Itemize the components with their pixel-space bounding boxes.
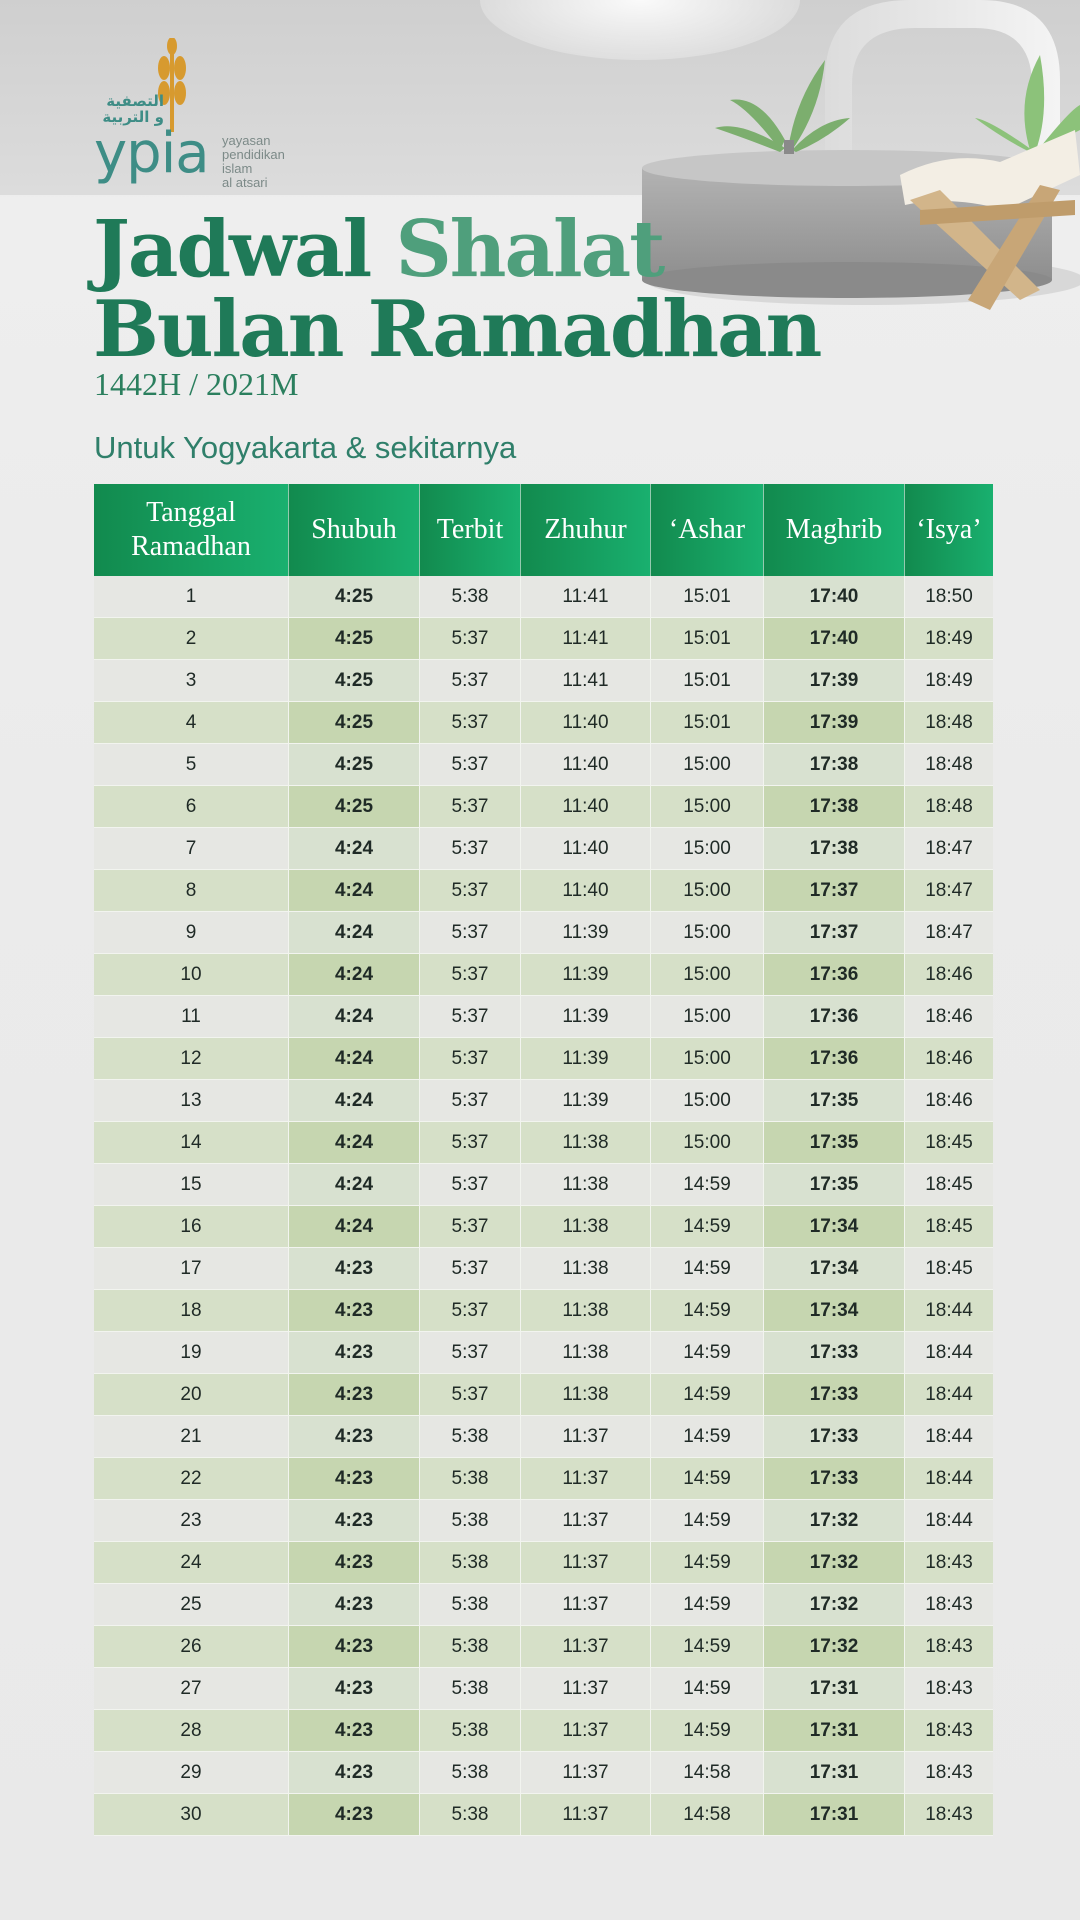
cell-isya: 18:45 [905,1164,993,1206]
cell-date: 29 [94,1752,289,1794]
table-row [94,1752,993,1794]
cell-maghrib: 17:34 [764,1290,905,1332]
cell-date: 16 [94,1206,289,1248]
cell-maghrib: 17:32 [764,1542,905,1584]
cell-terbit: 5:37 [420,1290,521,1332]
cell-isya: 18:43 [905,1626,993,1668]
cell-date: 13 [94,1080,289,1122]
column-header-isya: ‘Isya’ [905,484,993,576]
cell-terbit: 5:37 [420,1164,521,1206]
cell-date: 7 [94,828,289,870]
cell-shubuh: 4:23 [289,1416,420,1458]
cell-date: 15 [94,1164,289,1206]
cell-terbit: 5:37 [420,1248,521,1290]
cell-date: 28 [94,1710,289,1752]
cell-date: 26 [94,1626,289,1668]
cell-maghrib: 17:32 [764,1626,905,1668]
cell-terbit: 5:38 [420,1710,521,1752]
cell-maghrib: 17:33 [764,1416,905,1458]
cell-zhuhur: 11:37 [521,1626,651,1668]
cell-terbit: 5:37 [420,1374,521,1416]
cell-maghrib: 17:31 [764,1752,905,1794]
cell-maghrib: 17:33 [764,1458,905,1500]
cell-zhuhur: 11:37 [521,1584,651,1626]
cell-ashar: 14:59 [651,1206,764,1248]
cell-zhuhur: 11:41 [521,618,651,660]
cell-terbit: 5:37 [420,1332,521,1374]
cell-ashar: 15:01 [651,660,764,702]
table-row [94,1794,993,1836]
cell-terbit: 5:38 [420,1500,521,1542]
cell-maghrib: 17:38 [764,828,905,870]
cell-isya: 18:47 [905,870,993,912]
cell-ashar: 14:59 [651,1332,764,1374]
cell-shubuh: 4:23 [289,1290,420,1332]
cell-maghrib: 17:33 [764,1374,905,1416]
cell-isya: 18:44 [905,1374,993,1416]
cell-shubuh: 4:24 [289,1122,420,1164]
table-row [94,786,993,828]
cell-date: 25 [94,1584,289,1626]
cell-maghrib: 17:36 [764,996,905,1038]
table-row [94,618,993,660]
cell-isya: 18:43 [905,1584,993,1626]
cell-ashar: 15:00 [651,954,764,996]
cell-zhuhur: 11:40 [521,828,651,870]
table-row [94,576,993,618]
cell-zhuhur: 11:37 [521,1542,651,1584]
hijri-gregorian-year: 1442H / 2021M [94,366,299,402]
cell-terbit: 5:37 [420,870,521,912]
cell-date: 24 [94,1542,289,1584]
cell-shubuh: 4:24 [289,954,420,996]
column-header-shubuh: Shubuh [289,484,420,576]
cell-maghrib: 17:31 [764,1668,905,1710]
cell-zhuhur: 11:39 [521,912,651,954]
cell-zhuhur: 11:37 [521,1710,651,1752]
cell-ashar: 15:01 [651,702,764,744]
cell-terbit: 5:38 [420,1416,521,1458]
table-row [94,1206,993,1248]
cell-shubuh: 4:25 [289,576,420,618]
cell-ashar: 14:59 [651,1416,764,1458]
cell-shubuh: 4:24 [289,1206,420,1248]
cell-zhuhur: 11:38 [521,1122,651,1164]
cell-shubuh: 4:25 [289,786,420,828]
cell-ashar: 14:59 [651,1248,764,1290]
cell-ashar: 14:58 [651,1752,764,1794]
cell-date: 30 [94,1794,289,1836]
cell-terbit: 5:37 [420,744,521,786]
table-row [94,1626,993,1668]
cell-terbit: 5:38 [420,1584,521,1626]
cell-isya: 18:46 [905,1038,993,1080]
cell-shubuh: 4:23 [289,1626,420,1668]
cell-date: 12 [94,1038,289,1080]
cell-ashar: 15:00 [651,996,764,1038]
logo-wordmark: ypia [94,121,209,186]
cell-ashar: 14:59 [651,1626,764,1668]
cell-isya: 18:48 [905,702,993,744]
logo-arabic-line1: التصفية [106,92,164,110]
table-row [94,744,993,786]
cell-terbit: 5:38 [420,1752,521,1794]
cell-maghrib: 17:40 [764,576,905,618]
table-row [94,1710,993,1752]
table-row [94,1332,993,1374]
cell-maghrib: 17:38 [764,786,905,828]
cell-zhuhur: 11:39 [521,996,651,1038]
cell-date: 11 [94,996,289,1038]
cell-date: 20 [94,1374,289,1416]
cell-ashar: 14:59 [651,1290,764,1332]
cell-ashar: 14:59 [651,1458,764,1500]
cell-maghrib: 17:34 [764,1206,905,1248]
cell-isya: 18:48 [905,786,993,828]
cell-zhuhur: 11:38 [521,1164,651,1206]
cell-date: 2 [94,618,289,660]
cell-maghrib: 17:35 [764,1080,905,1122]
cell-ashar: 14:59 [651,1164,764,1206]
cell-shubuh: 4:23 [289,1542,420,1584]
cell-maghrib: 17:32 [764,1584,905,1626]
table-row [94,1458,993,1500]
cell-zhuhur: 11:37 [521,1794,651,1836]
cell-ashar: 14:59 [651,1374,764,1416]
table-row [94,1416,993,1458]
table-row [94,1374,993,1416]
cell-terbit: 5:37 [420,1206,521,1248]
cell-shubuh: 4:25 [289,660,420,702]
cell-zhuhur: 11:39 [521,954,651,996]
cell-zhuhur: 11:40 [521,702,651,744]
title-word-jadwal: Jadwal [93,204,371,295]
cell-ashar: 14:59 [651,1500,764,1542]
logo-subtitle-line: yayasan [222,133,271,148]
cell-maghrib: 17:40 [764,618,905,660]
cell-date: 19 [94,1332,289,1374]
cell-zhuhur: 11:38 [521,1374,651,1416]
cell-ashar: 14:59 [651,1542,764,1584]
cell-ashar: 15:00 [651,786,764,828]
cell-terbit: 5:38 [420,1458,521,1500]
cell-terbit: 5:37 [420,786,521,828]
cell-date: 10 [94,954,289,996]
cell-shubuh: 4:23 [289,1500,420,1542]
table-row [94,1584,993,1626]
ypia-logo [94,38,314,188]
cell-ashar: 14:59 [651,1668,764,1710]
cell-zhuhur: 11:38 [521,1248,651,1290]
cell-shubuh: 4:24 [289,870,420,912]
cell-zhuhur: 11:39 [521,1080,651,1122]
page-title-line2: Bulan Ramadhan [93,284,821,375]
cell-ashar: 15:00 [651,744,764,786]
cell-shubuh: 4:23 [289,1710,420,1752]
table-row [94,1080,993,1122]
cell-zhuhur: 11:38 [521,1290,651,1332]
cell-ashar: 15:01 [651,618,764,660]
cell-terbit: 5:37 [420,618,521,660]
table-body [94,576,993,1836]
table-row [94,660,993,702]
cell-terbit: 5:38 [420,1626,521,1668]
table-row [94,828,993,870]
cell-shubuh: 4:24 [289,1038,420,1080]
cell-isya: 18:49 [905,660,993,702]
cell-ashar: 15:00 [651,870,764,912]
cell-shubuh: 4:25 [289,702,420,744]
cell-maghrib: 17:35 [764,1164,905,1206]
logo-subtitle-line: al atsari [222,175,268,190]
cell-zhuhur: 11:37 [521,1668,651,1710]
column-header-date: Tanggal Ramadhan [94,484,289,576]
table-header-row [94,484,993,576]
cell-shubuh: 4:23 [289,1794,420,1836]
title-word-shalat: Shalat [395,204,664,295]
cell-shubuh: 4:24 [289,1164,420,1206]
cell-isya: 18:50 [905,576,993,618]
cell-isya: 18:47 [905,828,993,870]
cell-terbit: 5:37 [420,702,521,744]
cell-date: 14 [94,1122,289,1164]
logo-arabic-line2: و التربية [102,108,164,126]
cell-isya: 18:45 [905,1248,993,1290]
cell-date: 3 [94,660,289,702]
column-header-maghrib: Maghrib [764,484,905,576]
cell-maghrib: 17:38 [764,744,905,786]
table-row [94,996,993,1038]
column-header-terbit: Terbit [420,484,521,576]
cell-isya: 18:46 [905,954,993,996]
location-subtitle: Untuk Yogyakarta & sekitarnya [94,430,517,465]
cell-ashar: 15:00 [651,1080,764,1122]
cell-shubuh: 4:23 [289,1584,420,1626]
cell-isya: 18:44 [905,1500,993,1542]
cell-zhuhur: 11:41 [521,576,651,618]
cell-terbit: 5:38 [420,1794,521,1836]
cell-isya: 18:48 [905,744,993,786]
table-row [94,1164,993,1206]
cell-isya: 18:44 [905,1458,993,1500]
cell-terbit: 5:37 [420,954,521,996]
cell-isya: 18:44 [905,1290,993,1332]
logo-subtitle [222,134,285,190]
ramadan-decoration-illustration [620,0,1080,330]
cell-maghrib: 17:31 [764,1710,905,1752]
cell-zhuhur: 11:40 [521,870,651,912]
table-row [94,954,993,996]
column-header-zhuhur: Zhuhur [521,484,651,576]
cell-isya: 18:43 [905,1752,993,1794]
table-row [94,1122,993,1164]
cell-isya: 18:49 [905,618,993,660]
cell-isya: 18:46 [905,996,993,1038]
cell-zhuhur: 11:37 [521,1458,651,1500]
cell-terbit: 5:38 [420,576,521,618]
cell-isya: 18:45 [905,1206,993,1248]
cell-ashar: 14:59 [651,1584,764,1626]
cell-ashar: 15:00 [651,1038,764,1080]
table-row [94,1668,993,1710]
cell-terbit: 5:37 [420,912,521,954]
cell-shubuh: 4:23 [289,1374,420,1416]
cell-terbit: 5:38 [420,1542,521,1584]
cell-shubuh: 4:24 [289,912,420,954]
cell-ashar: 15:01 [651,576,764,618]
cell-isya: 18:47 [905,912,993,954]
cell-shubuh: 4:23 [289,1668,420,1710]
cell-date: 18 [94,1290,289,1332]
cell-date: 4 [94,702,289,744]
cell-date: 5 [94,744,289,786]
table-row [94,1248,993,1290]
cell-zhuhur: 11:41 [521,660,651,702]
cell-ashar: 15:00 [651,912,764,954]
cell-shubuh: 4:25 [289,618,420,660]
table-row [94,870,993,912]
cell-isya: 18:44 [905,1416,993,1458]
cell-maghrib: 17:34 [764,1248,905,1290]
cell-ashar: 15:00 [651,828,764,870]
cell-maghrib: 17:31 [764,1794,905,1836]
cell-zhuhur: 11:37 [521,1416,651,1458]
cell-maghrib: 17:32 [764,1500,905,1542]
cell-maghrib: 17:39 [764,660,905,702]
cell-terbit: 5:37 [420,828,521,870]
table-row [94,702,993,744]
cell-zhuhur: 11:38 [521,1206,651,1248]
cell-isya: 18:43 [905,1794,993,1836]
cell-date: 6 [94,786,289,828]
cell-date: 17 [94,1248,289,1290]
table-row [94,1542,993,1584]
cell-maghrib: 17:36 [764,1038,905,1080]
cell-shubuh: 4:24 [289,1080,420,1122]
cell-shubuh: 4:23 [289,1752,420,1794]
cell-zhuhur: 11:39 [521,1038,651,1080]
table-row [94,1500,993,1542]
cell-isya: 18:43 [905,1542,993,1584]
cell-shubuh: 4:24 [289,828,420,870]
cell-date: 8 [94,870,289,912]
cell-zhuhur: 11:40 [521,786,651,828]
cell-maghrib: 17:37 [764,912,905,954]
cell-maghrib: 17:35 [764,1122,905,1164]
cell-isya: 18:46 [905,1080,993,1122]
cell-isya: 18:44 [905,1332,993,1374]
cell-terbit: 5:37 [420,1122,521,1164]
prayer-schedule-table [94,484,993,1836]
cell-date: 27 [94,1668,289,1710]
cell-terbit: 5:38 [420,1668,521,1710]
cell-ashar: 14:58 [651,1794,764,1836]
cell-shubuh: 4:25 [289,744,420,786]
cell-isya: 18:43 [905,1710,993,1752]
cell-shubuh: 4:23 [289,1458,420,1500]
cell-shubuh: 4:23 [289,1332,420,1374]
logo-subtitle-line: islam [222,161,253,176]
cell-date: 9 [94,912,289,954]
page-title-line1 [93,204,664,295]
cell-isya: 18:43 [905,1668,993,1710]
cell-isya: 18:45 [905,1122,993,1164]
cell-date: 22 [94,1458,289,1500]
cell-date: 21 [94,1416,289,1458]
cell-ashar: 15:00 [651,1122,764,1164]
cell-terbit: 5:37 [420,1080,521,1122]
cell-terbit: 5:37 [420,996,521,1038]
cell-zhuhur: 11:37 [521,1752,651,1794]
cell-date: 1 [94,576,289,618]
table-row [94,912,993,954]
arch-shape [825,0,1060,160]
column-header-ashar: ‘Ashar [651,484,764,576]
table-row [94,1290,993,1332]
cell-shubuh: 4:23 [289,1248,420,1290]
cell-ashar: 14:59 [651,1710,764,1752]
logo-subtitle-line: pendidikan [222,147,285,162]
cell-terbit: 5:37 [420,660,521,702]
cell-maghrib: 17:33 [764,1332,905,1374]
cell-date: 23 [94,1500,289,1542]
cell-maghrib: 17:36 [764,954,905,996]
cell-shubuh: 4:24 [289,996,420,1038]
cell-zhuhur: 11:37 [521,1500,651,1542]
table-row [94,1038,993,1080]
cell-maghrib: 17:39 [764,702,905,744]
cell-zhuhur: 11:40 [521,744,651,786]
cell-terbit: 5:37 [420,1038,521,1080]
cell-maghrib: 17:37 [764,870,905,912]
cell-zhuhur: 11:38 [521,1332,651,1374]
